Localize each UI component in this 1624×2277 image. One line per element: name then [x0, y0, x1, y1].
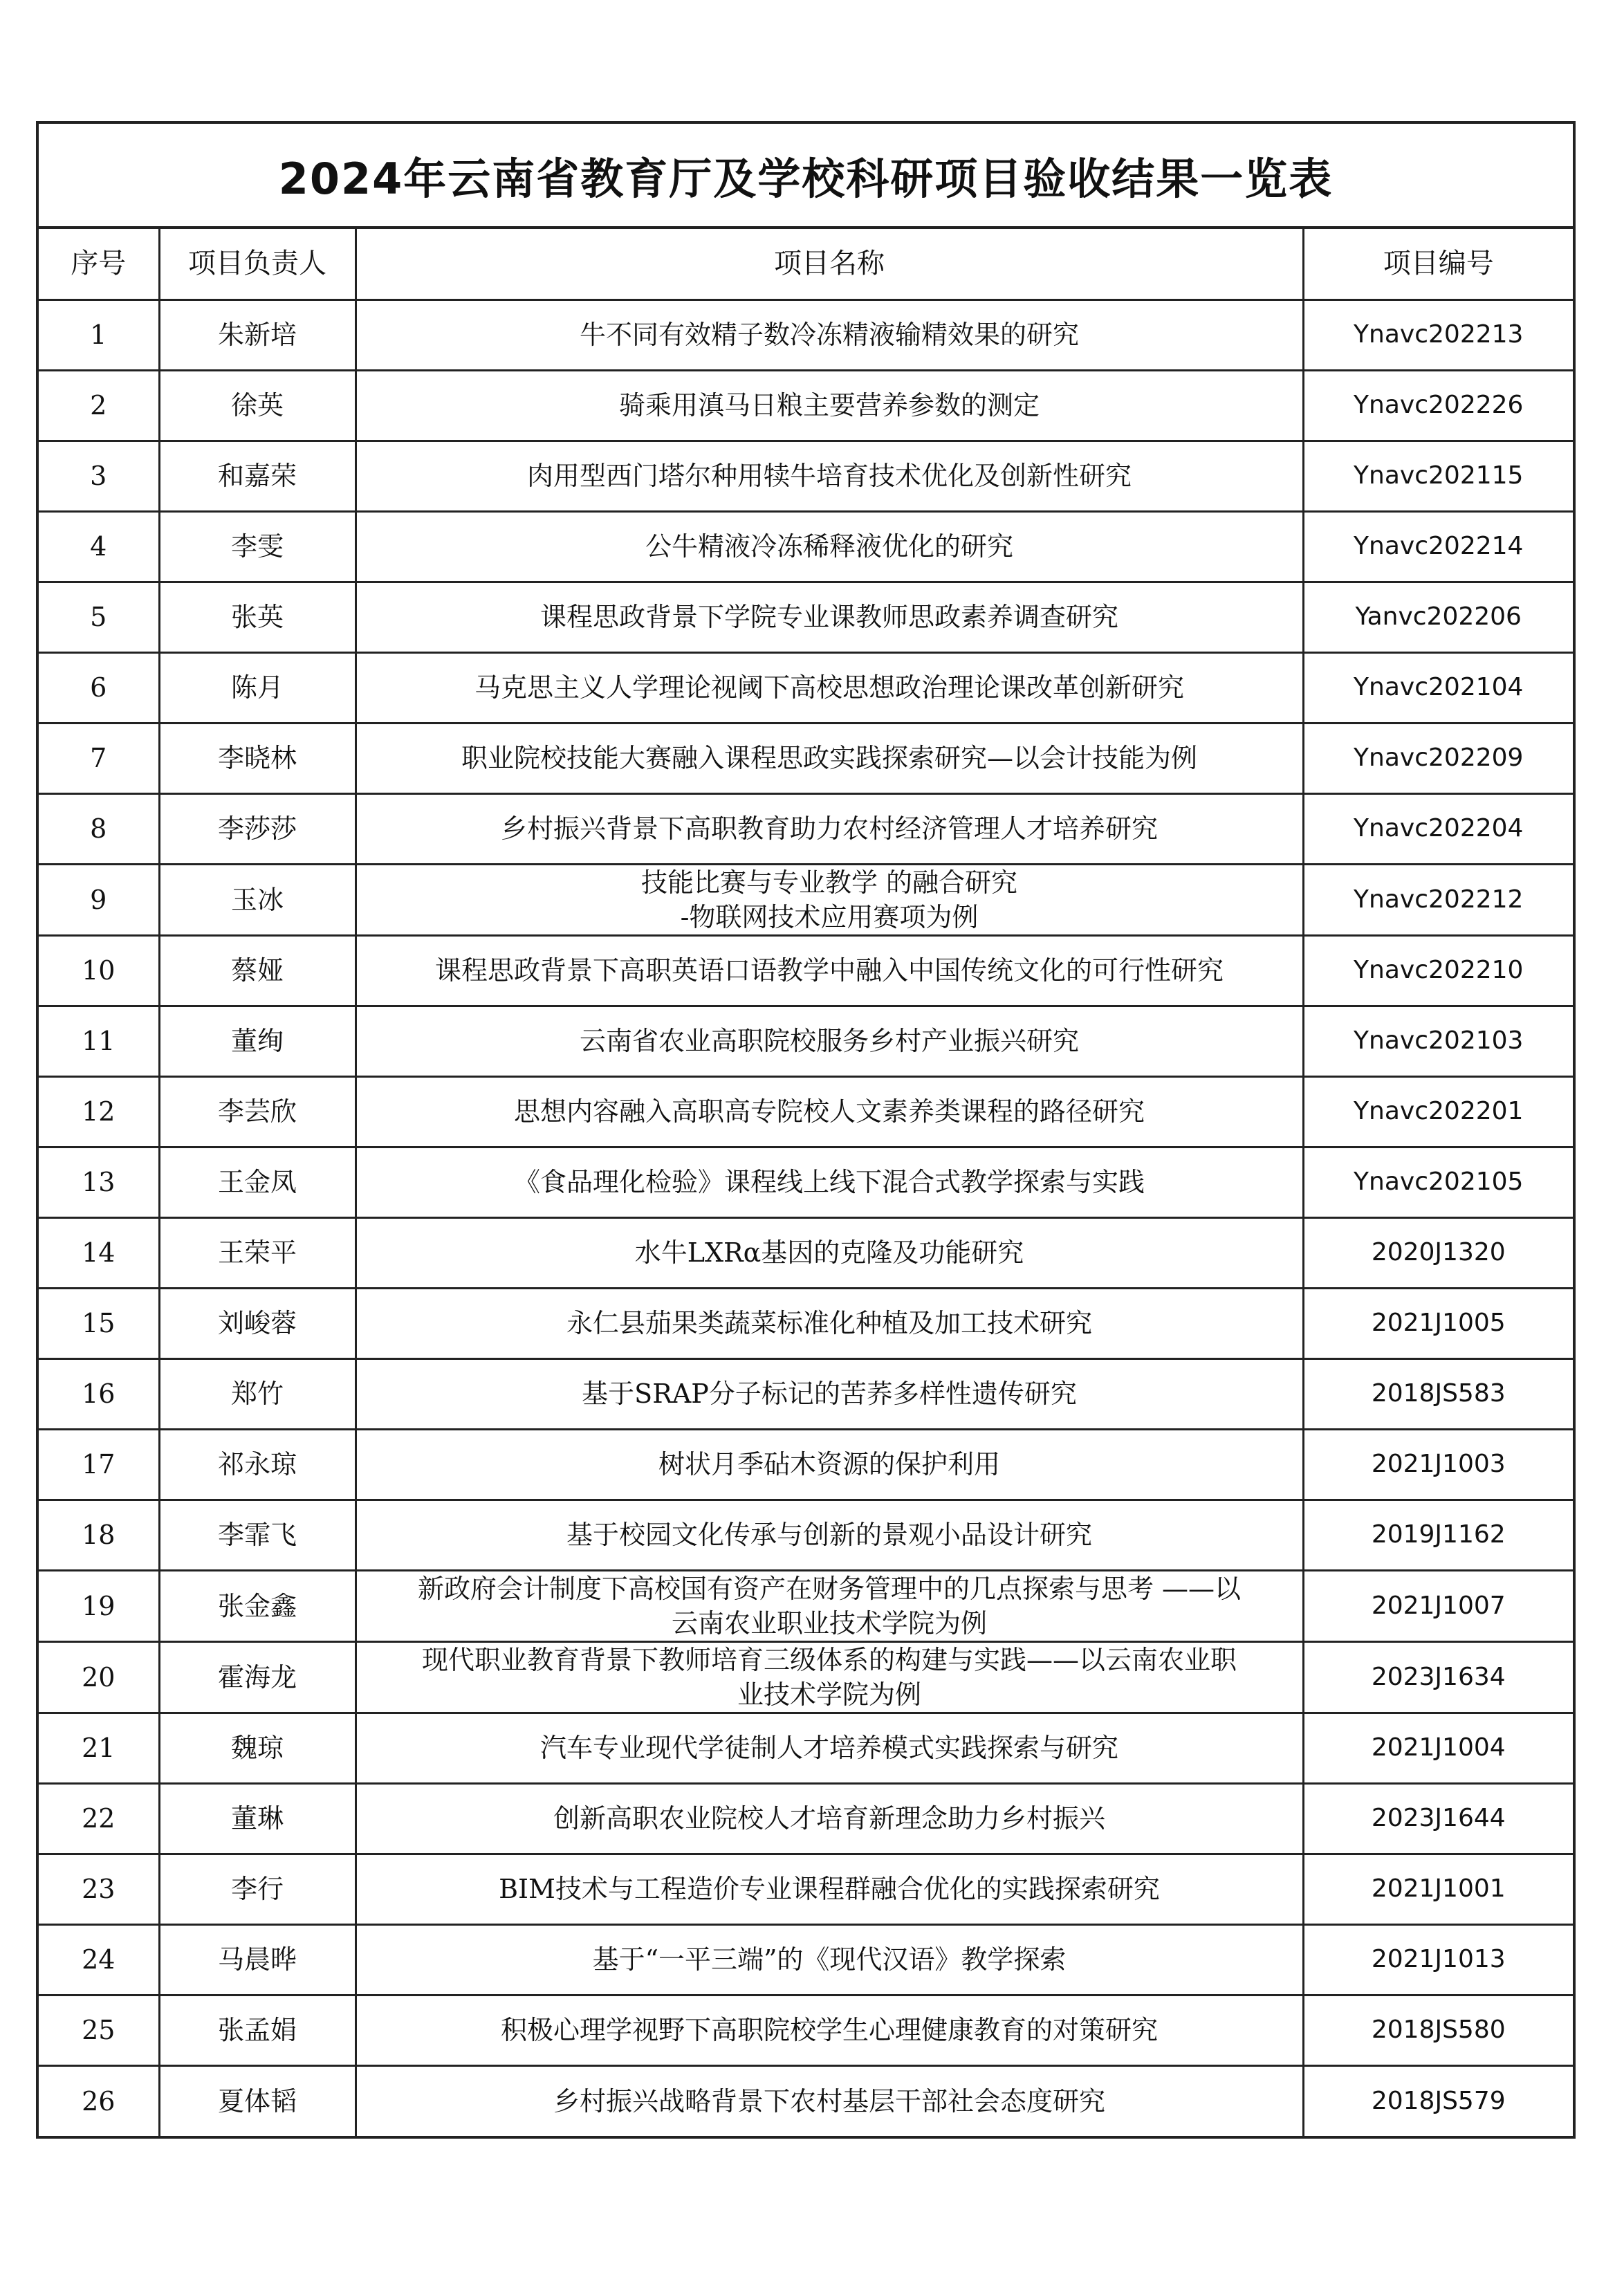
table-row [39, 1358, 1573, 1429]
cell-code: Ynavc202210 [1303, 935, 1573, 1006]
cell-name: 公牛精液冷冻稀释液优化的研究 [356, 511, 1303, 582]
cell-code: Ynavc202201 [1303, 1076, 1573, 1147]
cell-name: 技能比赛与专业教学 的融合研究 -物联网技术应用赛项为例 [356, 864, 1303, 935]
cell-name: 马克思主义人学理论视阈下高校思想政治理论课改革创新研究 [356, 652, 1303, 723]
cell-code: Ynavc202115 [1303, 441, 1573, 511]
cell-leader: 王荣平 [159, 1217, 356, 1288]
cell-name: 新政府会计制度下高校国有资产在财务管理中的几点探索与思考 ——以 云南农业职业技术学院为例 [356, 1570, 1303, 1641]
cell-leader: 祁永琼 [159, 1429, 356, 1500]
cell-no: 8 [39, 793, 159, 864]
cell-code: 2020J1320 [1303, 1217, 1573, 1288]
cell-code: Yanvc202206 [1303, 582, 1573, 652]
cell-no: 10 [39, 935, 159, 1006]
cell-leader: 朱新培 [159, 299, 356, 370]
cell-code: Ynavc202105 [1303, 1147, 1573, 1217]
table-row [39, 864, 1573, 935]
cell-name: 基于SRAP分子标记的苦荞多样性遗传研究 [356, 1358, 1303, 1429]
table-row [39, 441, 1573, 511]
cell-name: 乡村振兴背景下高职教育助力农村经济管理人才培养研究 [356, 793, 1303, 864]
cell-code: 2021J1013 [1303, 1924, 1573, 1995]
cell-leader: 李行 [159, 1854, 356, 1924]
table-row [39, 935, 1573, 1006]
header-no: 序号 [39, 229, 159, 299]
table-row [39, 1147, 1573, 1217]
cell-code: Ynavc202209 [1303, 723, 1573, 793]
cell-name: 水牛LXRα基因的克隆及功能研究 [356, 1217, 1303, 1288]
cell-name: 积极心理学视野下高职院校学生心理健康教育的对策研究 [356, 1995, 1303, 2065]
cell-no: 2 [39, 370, 159, 441]
cell-code: 2021J1001 [1303, 1854, 1573, 1924]
document-title: 2024年云南省教育厅及学校科研项目验收结果一览表 [39, 124, 1573, 229]
cell-code: 2018JS583 [1303, 1358, 1573, 1429]
cell-leader: 郑竹 [159, 1358, 356, 1429]
table-row [39, 370, 1573, 441]
cell-leader: 陈月 [159, 652, 356, 723]
cell-leader: 蔡娅 [159, 935, 356, 1006]
cell-name: 课程思政背景下学院专业课教师思政素养调查研究 [356, 582, 1303, 652]
table-row [39, 1854, 1573, 1924]
cell-name: 基于校园文化传承与创新的景观小品设计研究 [356, 1500, 1303, 1570]
cell-code: 2018JS580 [1303, 1995, 1573, 2065]
cell-no: 1 [39, 299, 159, 370]
cell-name: 职业院校技能大赛融入课程思政实践探索研究—以会计技能为例 [356, 723, 1303, 793]
cell-no: 24 [39, 1924, 159, 1995]
cell-no: 9 [39, 864, 159, 935]
cell-code: Ynavc202104 [1303, 652, 1573, 723]
table-row [39, 1713, 1573, 1783]
cell-code: 2021J1005 [1303, 1288, 1573, 1358]
cell-name: 基于“一平三端”的《现代汉语》教学探索 [356, 1924, 1303, 1995]
cell-no: 14 [39, 1217, 159, 1288]
table-row [39, 1217, 1573, 1288]
table-row [39, 1006, 1573, 1076]
table-row [39, 1288, 1573, 1358]
cell-name: 乡村振兴战略背景下农村基层干部社会态度研究 [356, 2065, 1303, 2136]
cell-name: BIM技术与工程造价专业课程群融合优化的实践探索研究 [356, 1854, 1303, 1924]
header-name: 项目名称 [356, 229, 1303, 299]
cell-code: 2023J1644 [1303, 1783, 1573, 1854]
cell-name: 树状月季砧木资源的保护利用 [356, 1429, 1303, 1500]
cell-no: 6 [39, 652, 159, 723]
cell-no: 5 [39, 582, 159, 652]
cell-no: 3 [39, 441, 159, 511]
cell-code: 2019J1162 [1303, 1500, 1573, 1570]
cell-leader: 李芸欣 [159, 1076, 356, 1147]
cell-name: 骑乘用滇马日粮主要营养参数的测定 [356, 370, 1303, 441]
cell-name: 永仁县茄果类蔬菜标准化种植及加工技术研究 [356, 1288, 1303, 1358]
cell-no: 7 [39, 723, 159, 793]
cell-leader: 刘峻蓉 [159, 1288, 356, 1358]
cell-leader: 张英 [159, 582, 356, 652]
cell-code: Ynavc202204 [1303, 793, 1573, 864]
cell-name: 思想内容融入高职高专院校人文素养类课程的路径研究 [356, 1076, 1303, 1147]
table-row [39, 1995, 1573, 2065]
cell-code: 2023J1634 [1303, 1641, 1573, 1713]
table-row [39, 1429, 1573, 1500]
results-table-document [36, 121, 1576, 2139]
header-leader: 项目负责人 [159, 229, 356, 299]
cell-no: 18 [39, 1500, 159, 1570]
table-row [39, 2065, 1573, 2136]
cell-leader: 李莎莎 [159, 793, 356, 864]
cell-leader: 王金凤 [159, 1147, 356, 1217]
cell-leader: 李霏飞 [159, 1500, 356, 1570]
cell-name: 肉用型西门塔尔种用犊牛培育技术优化及创新性研究 [356, 441, 1303, 511]
cell-code: Ynavc202226 [1303, 370, 1573, 441]
table-row [39, 793, 1573, 864]
table-row [39, 582, 1573, 652]
cell-no: 23 [39, 1854, 159, 1924]
cell-leader: 李晓林 [159, 723, 356, 793]
cell-name: 《食品理化检验》课程线上线下混合式教学探索与实践 [356, 1147, 1303, 1217]
table-row [39, 1783, 1573, 1854]
cell-leader: 张金鑫 [159, 1570, 356, 1641]
cell-leader: 霍海龙 [159, 1641, 356, 1713]
cell-name: 牛不同有效精子数冷冻精液输精效果的研究 [356, 299, 1303, 370]
cell-leader: 玉冰 [159, 864, 356, 935]
cell-leader: 马晨晔 [159, 1924, 356, 1995]
cell-leader: 和嘉荣 [159, 441, 356, 511]
cell-name: 汽车专业现代学徒制人才培养模式实践探索与研究 [356, 1713, 1303, 1783]
header-code: 项目编号 [1303, 229, 1573, 299]
cell-no: 4 [39, 511, 159, 582]
cell-name: 现代职业教育背景下教师培育三级体系的构建与实践——以云南农业职 业技术学院为例 [356, 1641, 1303, 1713]
table-row [39, 652, 1573, 723]
table-row [39, 1641, 1573, 1713]
cell-no: 20 [39, 1641, 159, 1713]
cell-no: 12 [39, 1076, 159, 1147]
table-row [39, 723, 1573, 793]
cell-no: 13 [39, 1147, 159, 1217]
cell-code: 2021J1003 [1303, 1429, 1573, 1500]
cell-leader: 徐英 [159, 370, 356, 441]
table-row [39, 511, 1573, 582]
cell-name: 云南省农业高职院校服务乡村产业振兴研究 [356, 1006, 1303, 1076]
cell-leader: 李雯 [159, 511, 356, 582]
cell-no: 16 [39, 1358, 159, 1429]
cell-code: Ynavc202212 [1303, 864, 1573, 935]
cell-name: 课程思政背景下高职英语口语教学中融入中国传统文化的可行性研究 [356, 935, 1303, 1006]
table-row [39, 1500, 1573, 1570]
table-row [39, 1924, 1573, 1995]
cell-leader: 董琳 [159, 1783, 356, 1854]
cell-no: 15 [39, 1288, 159, 1358]
cell-leader: 张孟娟 [159, 1995, 356, 2065]
cell-code: Ynavc202103 [1303, 1006, 1573, 1076]
cell-leader: 董绚 [159, 1006, 356, 1076]
cell-leader: 魏琼 [159, 1713, 356, 1783]
cell-code: 2021J1007 [1303, 1570, 1573, 1641]
cell-leader: 夏体韬 [159, 2065, 356, 2136]
cell-no: 25 [39, 1995, 159, 2065]
table-row [39, 299, 1573, 370]
cell-no: 17 [39, 1429, 159, 1500]
cell-name: 创新高职农业院校人才培育新理念助力乡村振兴 [356, 1783, 1303, 1854]
cell-no: 19 [39, 1570, 159, 1641]
cell-code: 2018JS579 [1303, 2065, 1573, 2136]
table-row [39, 1076, 1573, 1147]
cell-no: 11 [39, 1006, 159, 1076]
results-table [39, 229, 1573, 2136]
cell-code: Ynavc202214 [1303, 511, 1573, 582]
cell-no: 26 [39, 2065, 159, 2136]
cell-no: 22 [39, 1783, 159, 1854]
table-row [39, 1570, 1573, 1641]
table-header-row [39, 229, 1573, 299]
cell-code: Ynavc202213 [1303, 299, 1573, 370]
cell-code: 2021J1004 [1303, 1713, 1573, 1783]
cell-no: 21 [39, 1713, 159, 1783]
